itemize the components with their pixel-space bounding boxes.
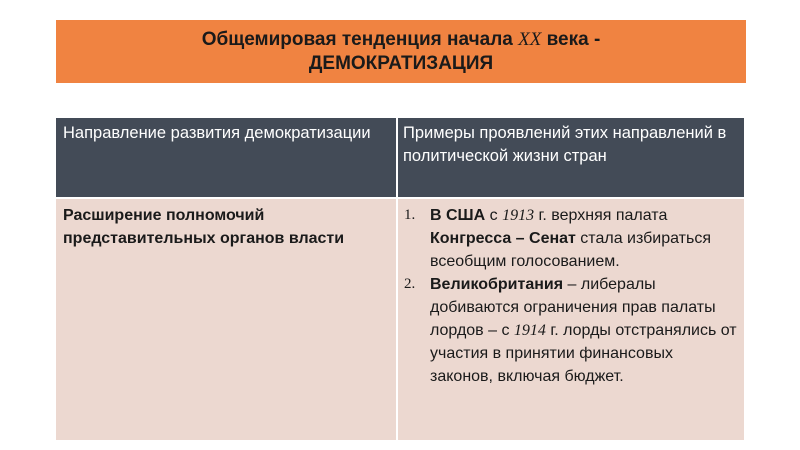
example-text bbox=[430, 204, 738, 273]
bold-term: Конгресса – Сенат bbox=[430, 230, 576, 247]
text-fragment: с bbox=[485, 207, 503, 224]
title-line-2: ДЕМОКРАТИЗАЦИЯ bbox=[308, 52, 494, 74]
list-number: 2. bbox=[404, 276, 416, 292]
slide-title bbox=[56, 20, 746, 83]
text-fragment: – либералы добиваются ограничения прав палаты лордов – с bbox=[430, 276, 716, 339]
example-item-2 bbox=[402, 273, 738, 388]
example-item-1 bbox=[402, 204, 738, 273]
year: 1914 bbox=[513, 322, 546, 339]
column-divider bbox=[396, 118, 398, 440]
row-divider bbox=[56, 197, 744, 199]
year: 1913 bbox=[502, 207, 535, 224]
table-header-row bbox=[56, 118, 744, 197]
title-text-a: Общемировая тенденция начала bbox=[201, 28, 519, 50]
example-text bbox=[430, 273, 738, 388]
text-fragment: стала избираться всеобщим голосованием. bbox=[430, 230, 711, 270]
title-text-b: века - bbox=[541, 28, 601, 50]
text-fragment: г. верхняя палата bbox=[534, 207, 668, 224]
header-direction: Направление развития демократизации bbox=[63, 124, 371, 142]
comparison-table bbox=[56, 118, 744, 440]
text-fragment: г. лорды отстранялись от участия в принятии финансовых законов, включая бюджет. bbox=[430, 322, 737, 385]
title-century: XX bbox=[518, 28, 542, 50]
table-row bbox=[56, 199, 744, 440]
cell-direction: Расширение полномочий представительных органов власти bbox=[63, 207, 345, 247]
country-name: Великобритания bbox=[430, 276, 564, 293]
cell-examples bbox=[396, 199, 744, 440]
title-line-1 bbox=[202, 28, 601, 52]
country-name: В США bbox=[430, 207, 486, 224]
list-number: 1. bbox=[404, 207, 416, 223]
header-examples: Примеры проявлений этих направлений в политической жизни стран bbox=[403, 124, 727, 165]
